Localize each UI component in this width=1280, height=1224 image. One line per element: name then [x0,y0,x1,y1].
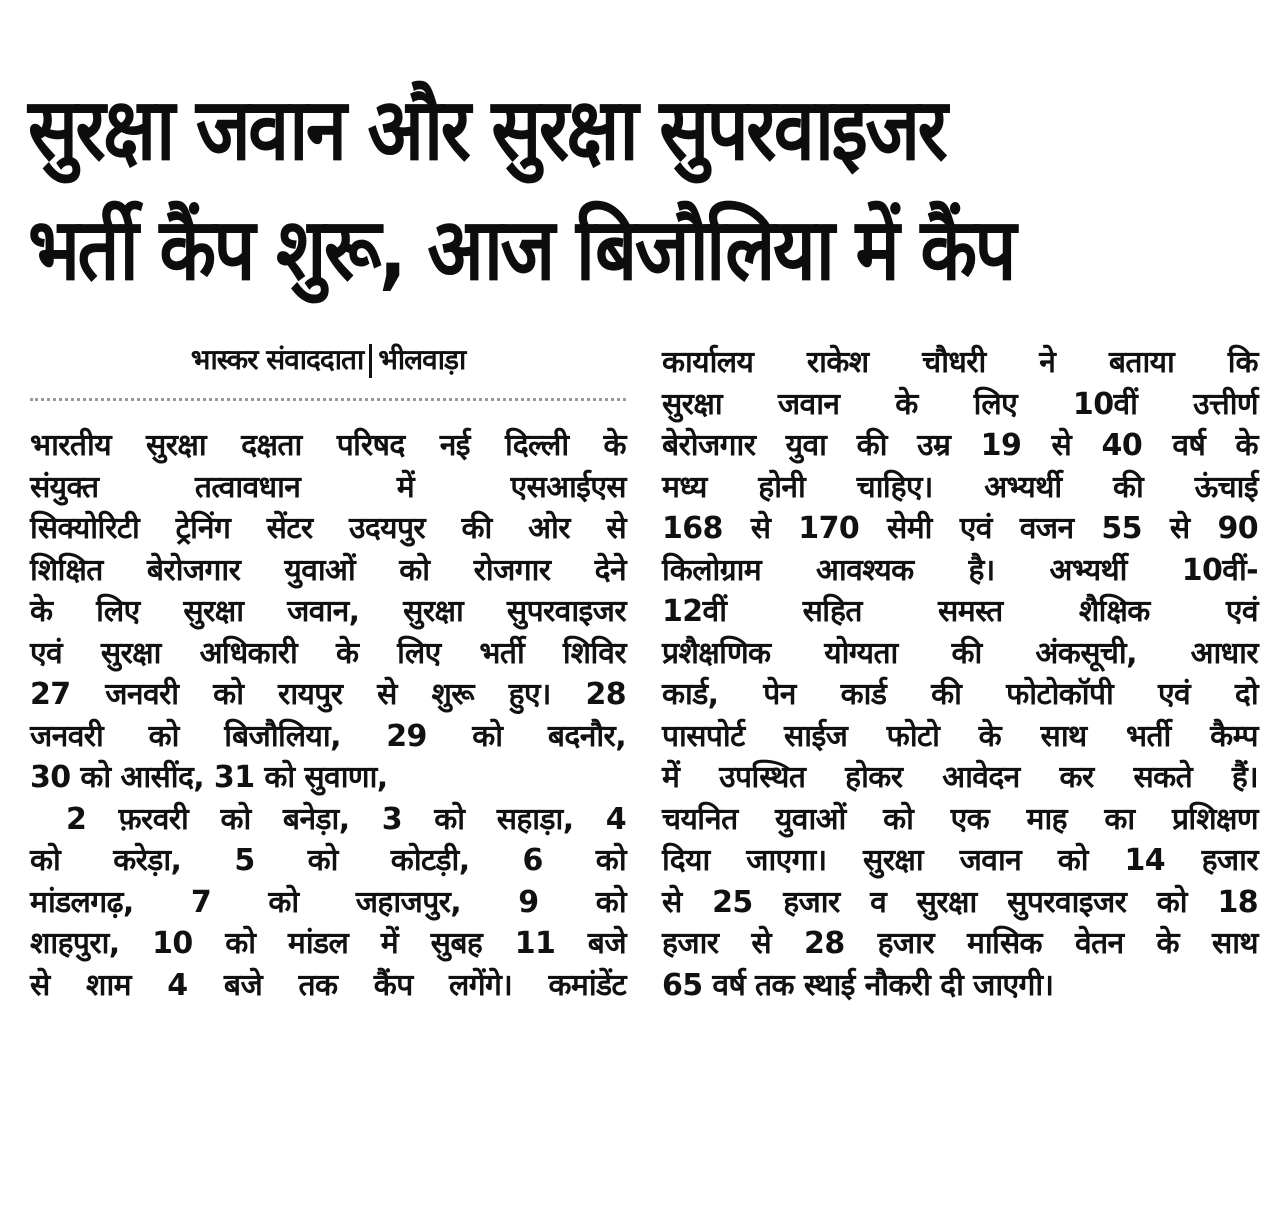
headline-line-1: सुरक्षा जवान और सुरक्षा सुपरवाइजर [28,80,946,180]
text-line: सुरक्षा जवान के लिए 10वीं उत्तीर्ण [662,386,1258,422]
text-line: को करेड़ा, 5 को कोटड़ी, 6 को [30,843,626,878]
right-column [662,338,1258,1006]
text-line: पासपोर्ट साईज फोटो के साथ भर्ती कैम्प [662,718,1258,754]
text-line: चयनित युवाओं को एक माह का प्रशिक्षण [662,801,1258,837]
text-line: से 25 हजार व सुरक्षा सुपरवाइजर को 18 [662,884,1258,920]
text-line: 65 वर्ष तक स्थाई नौकरी दी जाएगी। [662,967,1054,1003]
text-line: 12वीं सहित समस्त शैक्षिक एवं [662,594,1258,629]
byline-place: भीलवाड़ा [378,343,466,376]
byline-divider [369,344,372,378]
text-line: में उपस्थित होकर आवेदन कर सकते हैं। [662,760,1258,795]
text-line: के लिए सुरक्षा जवान, सुरक्षा सुपरवाइजर [30,594,626,629]
text-line: प्रशैक्षणिक योग्यता की अंकसूची, आधार [662,635,1258,671]
text-line: सिक्योरिटी ट्रेनिंग सेंटर उदयपुर की ओर से [30,511,626,546]
dotted-separator [30,398,626,401]
body-paragraph-right [662,342,1258,1006]
text-line: 168 से 170 सेमी एवं वजन 55 से 90 [662,511,1258,546]
text-line: 30 को आसींद, 31 को सुवाणा, [30,760,388,795]
text-line: से शाम 4 बजे तक कैंप लगेंगे। कमांडेंट [30,967,626,1003]
text-line: बेरोजगार युवा की उम्र 19 से 40 वर्ष के [662,428,1258,463]
headline-line-2: भर्ती कैंप शुरू, आज बिजौलिया में कैंप [28,200,1014,300]
text-line: संयुक्त तत्वावधान में एसआईएस [30,469,626,505]
text-line: कार्यालय राकेश चौधरी ने बताया कि [662,345,1258,380]
text-line: मध्य होनी चाहिए। अभ्यर्थी की ऊंचाई [662,469,1258,505]
byline [30,338,626,382]
text-line: किलोग्राम आवश्यक है। अभ्यर्थी 10वीं- [662,552,1258,588]
headline [28,70,1086,310]
text-line: शाहपुरा, 10 को मांडल में सुबह 11 बजे [30,926,626,961]
text-line: 27 जनवरी को रायपुर से शुरू हुए। 28 [30,677,626,712]
text-line: शिक्षित बेरोजगार युवाओं को रोजगार देने [30,552,626,588]
text-line: हजार से 28 हजार मासिक वेतन के साथ [662,926,1258,961]
text-line: कार्ड, पेन कार्ड की फोटोकॉपी एवं दो [662,677,1258,712]
left-column [30,338,626,1006]
body-paragraph-left [30,425,626,1006]
text-line: मांडलगढ़, 7 को जहाजपुर, 9 को [30,884,626,920]
text-line: भारतीय सुरक्षा दक्षता परिषद नई दिल्ली के [30,428,626,463]
text-line: जनवरी को बिजौलिया, 29 को बदनौर, [30,718,626,754]
text-line: 2 फ़रवरी को बनेड़ा, 3 को सहाड़ा, 4 [66,801,626,837]
text-line: एवं सुरक्षा अधिकारी के लिए भर्ती शिविर [30,635,626,671]
text-line: दिया जाएगा। सुरक्षा जवान को 14 हजार [662,843,1258,878]
byline-reporter: भास्कर संवाददाता [190,343,364,376]
